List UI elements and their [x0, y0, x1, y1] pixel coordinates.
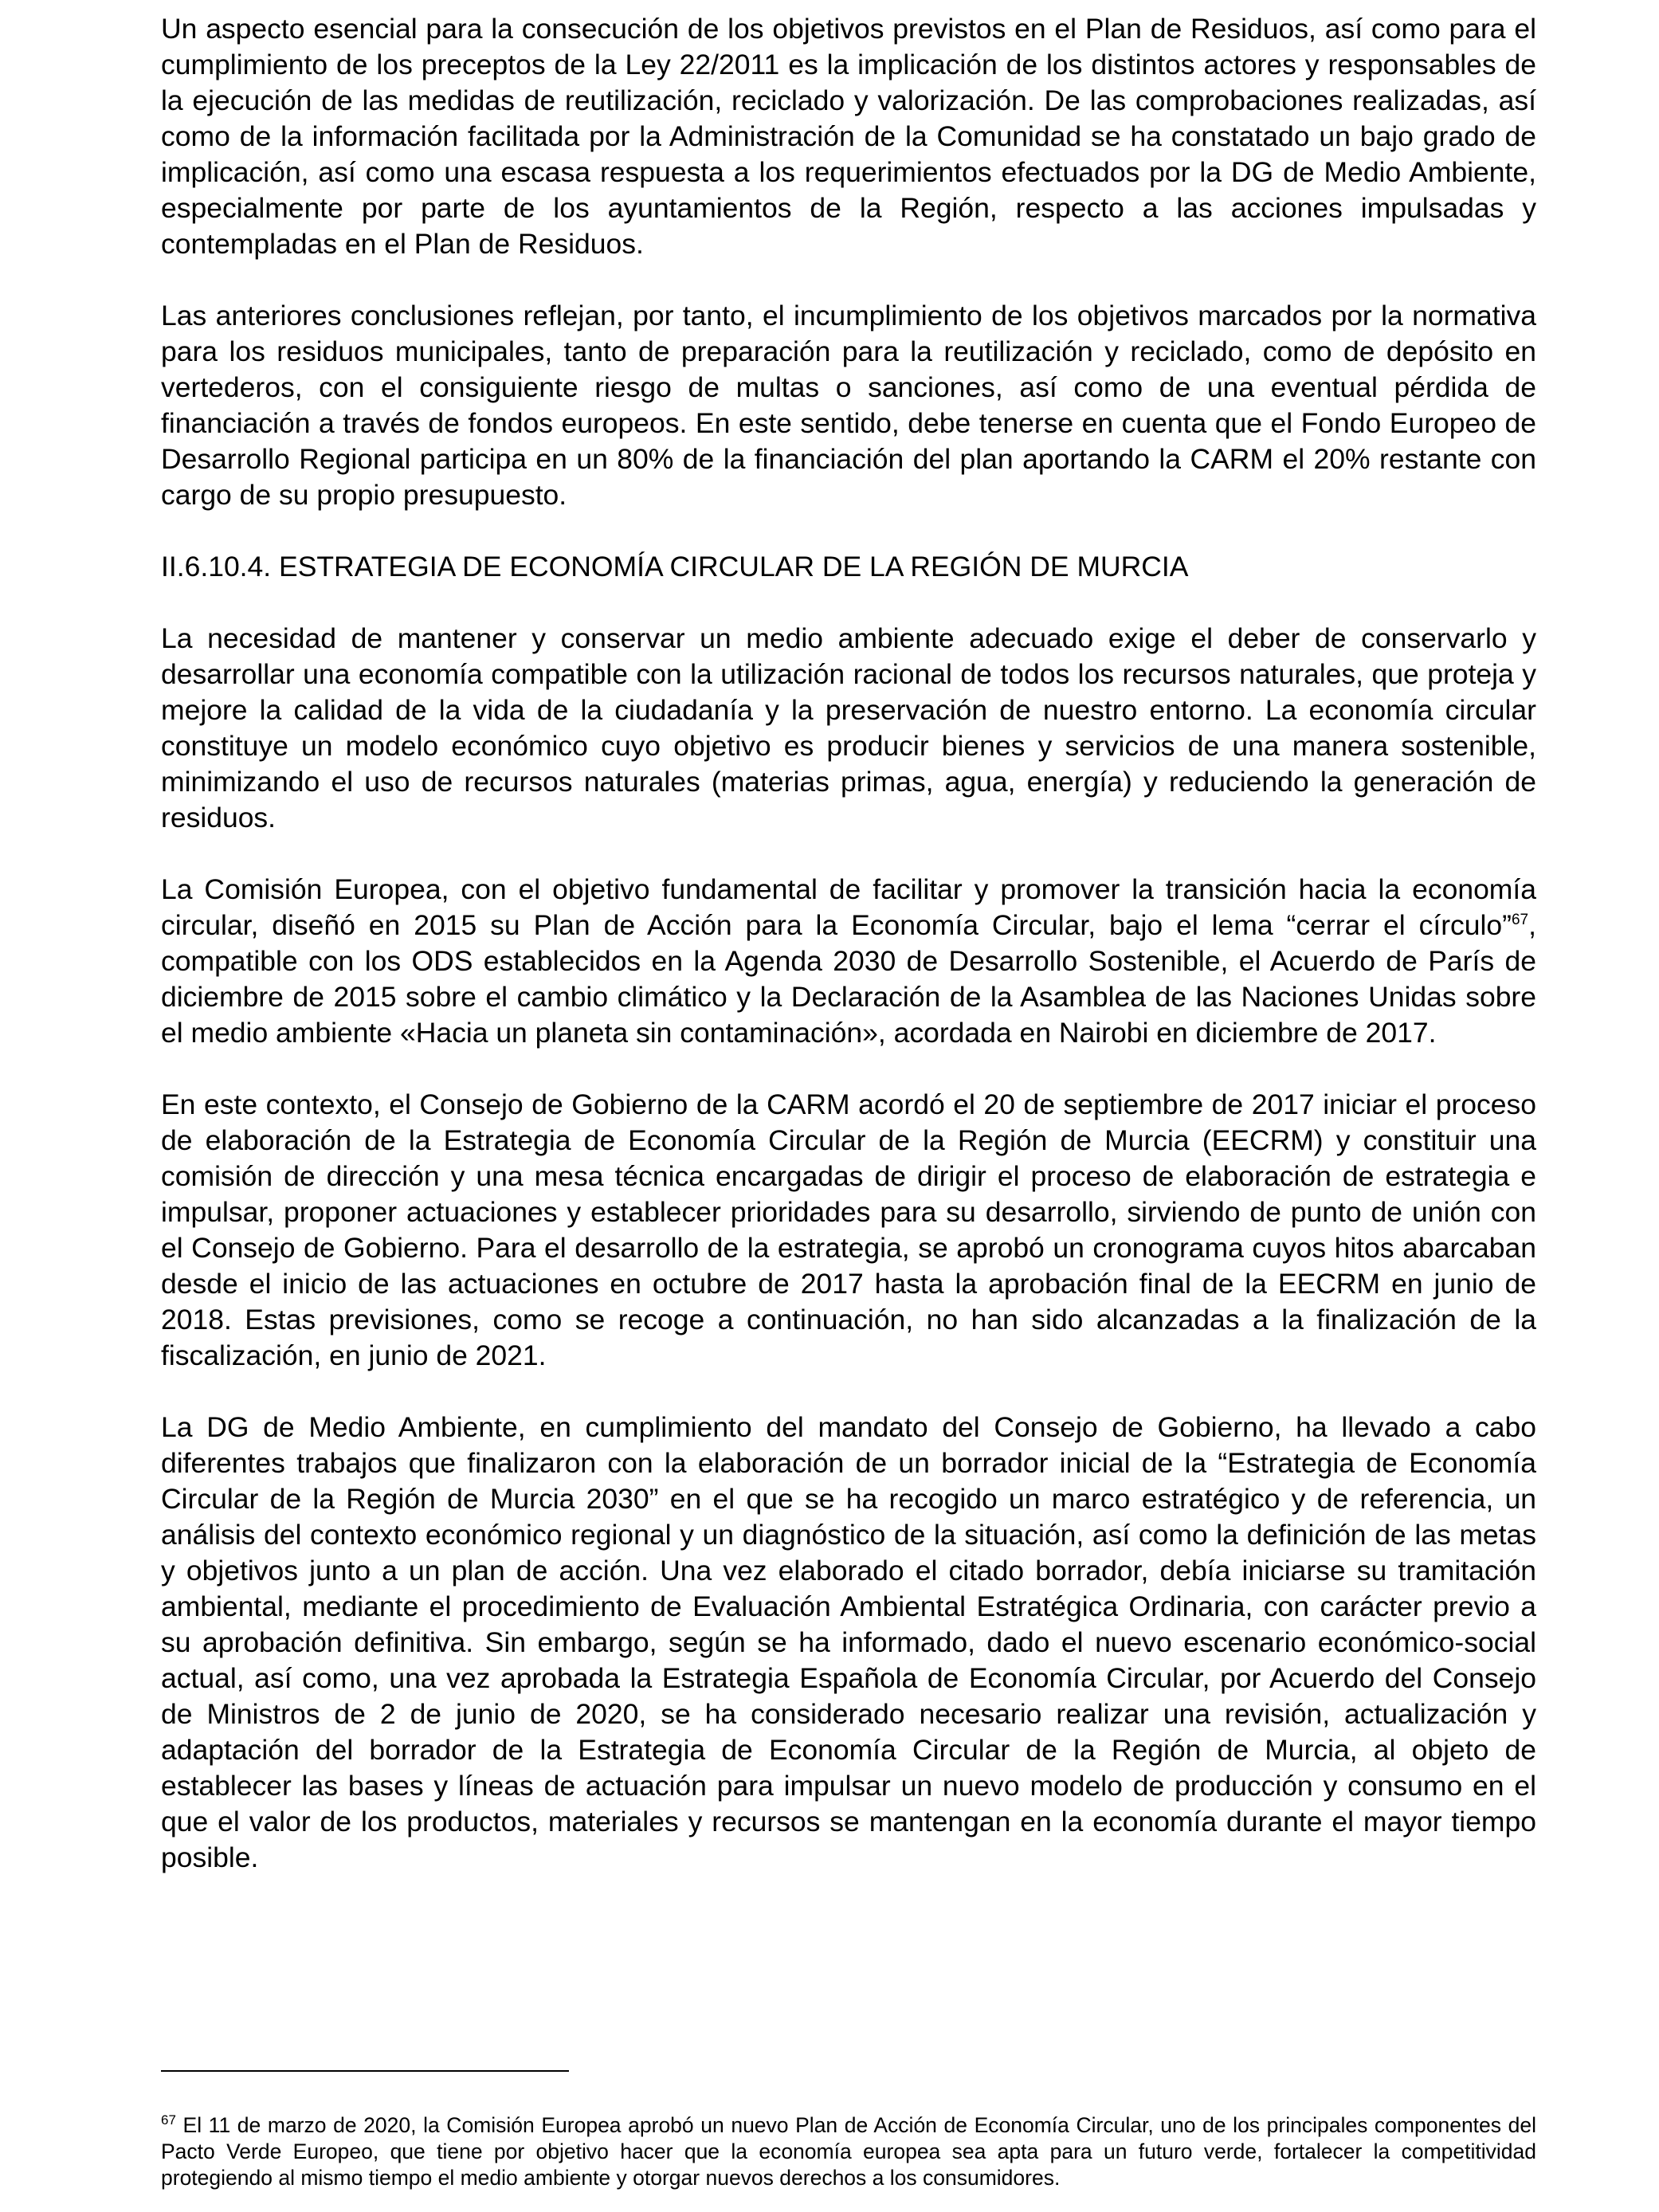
paragraph-comision-europea [161, 872, 1536, 1051]
paragraph-comision-europea-part2: , compatible con los ODS establecidos en la Agenda 2030 de Desarrollo Sostenible, el Acuerdo de París de diciembre de 2015 sobre el cambio climático y la Declaración de la Asamblea de las Naciones Unidas sobre el medio ambiente «Hacia un planeta sin contaminación», acordada en Nairobi en diciembre de 2017. [161, 909, 1536, 1049]
paragraph-comision-europea-part1: La Comisión Europea, con el objetivo fundamental de facilitar y promover la transición hacia la economía circular, diseñó en 2015 su Plan de Acción para la Economía Circular, bajo el lema “cerrar el círculo” [161, 873, 1536, 941]
section-heading: II.6.10.4. ESTRATEGIA DE ECONOMÍA CIRCULAR DE LA REGIÓN DE MURCIA [161, 551, 1189, 582]
footnote [161, 2112, 1536, 2191]
footnote-reference[interactable]: 67 [1511, 912, 1529, 929]
paragraph-economia-circular: La necesidad de mantener y conservar un medio ambiente adecuado exige el deber de conservarlo y desarrollar una economía compatible con la utilización racional de todos los recursos naturales, que proteja y mejore la calidad de la vida de la ciudadanía y la preservación de nuestro entorno. La economía circular constituye un modelo económico cuyo objetivo es producir bienes y servicios de una manera sostenible, minimizando el uso de recursos naturales (materias primas, agua, energía) y reduciendo la generación de residuos. [161, 622, 1536, 833]
document-body [161, 11, 1536, 1912]
paragraph-plan-residuos-implicacion: Un aspecto esencial para la consecución de los objetivos previstos en el Plan de Residuos, así como para el cumplimiento de los preceptos de la Ley 22/2011 es la implicación de los distintos actores y responsables de la ejecución de las medidas de reutilización, reciclado y valorización. De las comprobaciones realizadas, así como de la información facilitada por la Administración de la Comunidad se ha constatado un bajo grado de implicación, así como una escasa respuesta a los requerimientos efectuados por la DG de Medio Ambiente, especialmente por parte de los ayuntamientos de la Región, respecto a las acciones impulsadas y contempladas en el Plan de Residuos. [161, 13, 1536, 260]
footnote-separator [161, 2070, 569, 2072]
footnote-number: 67 [161, 2112, 176, 2128]
paragraph-dg-medio-ambiente: La DG de Medio Ambiente, en cumplimiento del mandato del Consejo de Gobierno, ha llevado a cabo diferentes trabajos que finalizaron con la elaboración de un borrador inicial de la “Estrategia de Economía Circular de la Región de Murcia 2030” en el que se ha recogido un marco estratégico y de referencia, un análisis del contexto económico regional y un diagnóstico de la situación, así como la definición de las metas y objetivos junto a un plan de acción. Una vez elaborado el citado borrador, debía iniciarse su tramitación ambiental, mediante el procedimiento de Evaluación Ambiental Estratégica Ordinaria, con carácter previo a su aprobación definitiva. Sin embargo, según se ha informado, dado el nuevo escenario económico-social actual, así como, una vez aprobada la Estrategia Española de Economía Circular, por Acuerdo del Consejo de Ministros de 2 de junio de 2020, se ha considerado necesario realizar una revisión, actualización y adaptación del borrador de la Estrategia de Economía Circular de la Región de Murcia, al objeto de establecer las bases y líneas de actuación para impulsar un nuevo modelo de producción y consumo en el que el valor de los productos, materiales y recursos se mantengan en la economía durante el mayor tiempo posible. [161, 1411, 1536, 1873]
paragraph-consejo-gobierno: En este contexto, el Consejo de Gobierno de la CARM acordó el 20 de septiembre de 2017 iniciar el proceso de elaboración de la Estrategia de Economía Circular de la Región de Murcia (EECRM) y constituir una comisión de dirección y una mesa técnica encargadas de dirigir el proceso de elaboración de estrategia e impulsar, proponer actuaciones y establecer prioridades para su desarrollo, sirviendo de punto de unión con el Consejo de Gobierno. Para el desarrollo de la estrategia, se aprobó un cronograma cuyos hitos abarcaban desde el inicio de las actuaciones en octubre de 2017 hasta la aprobación final de la EECRM en junio de 2018. Estas previsiones, como se recoge a continuación, no han sido alcanzadas a la finalización de la fiscalización, en junio de 2021. [161, 1088, 1536, 1371]
paragraph-conclusiones: Las anteriores conclusiones reflejan, por tanto, el incumplimiento de los objetivos marcados por la normativa para los residuos municipales, tanto de preparación para la reutilización y reciclado, como de depósito en vertederos, con el consiguiente riesgo de multas o sanciones, así como de una eventual pérdida de financiación a través de fondos europeos. En este sentido, debe tenerse en cuenta que el Fondo Europeo de Desarrollo Regional participa en un 80% de la financiación del plan aportando la CARM el 20% restante con cargo de su propio presupuesto. [161, 300, 1536, 511]
footnote-text: El 11 de marzo de 2020, la Comisión Europea aprobó un nuevo Plan de Acción de Economía Circular, uno de los principales componentes del Pacto Verde Europeo, que tiene por objetivo hacer que la economía europea sea apta para un futuro verde, fortalecer la competitividad protegiendo al mismo tiempo el medio ambiente y otorgar nuevos derechos a los consumidores. [161, 2113, 1536, 2190]
